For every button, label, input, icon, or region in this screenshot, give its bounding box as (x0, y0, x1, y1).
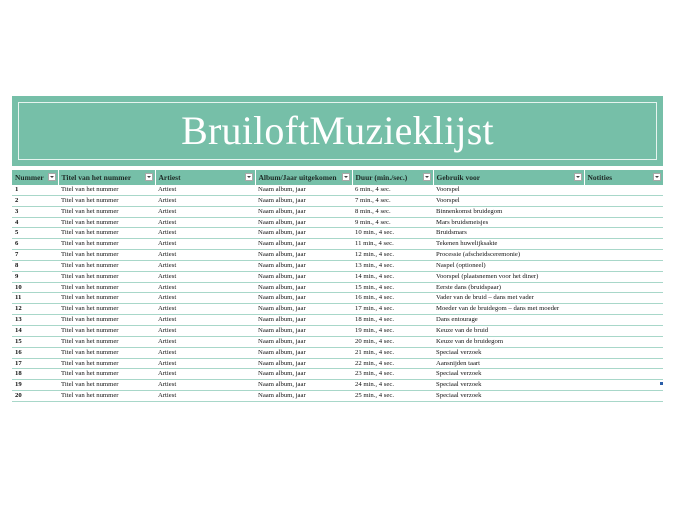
cell-nummer[interactable]: 7 (12, 250, 58, 261)
cell-titel[interactable]: Titel van het nummer (58, 347, 155, 358)
cell-album[interactable]: Naam album, jaar (255, 282, 352, 293)
title-banner (12, 96, 663, 166)
cell-album[interactable]: Naam album, jaar (255, 293, 352, 304)
cell-gebruik[interactable]: Bruidsmars (433, 228, 584, 239)
cell-titel[interactable]: Titel van het nummer (58, 282, 155, 293)
cell-duur[interactable]: 18 min., 4 sec. (352, 315, 433, 326)
cell-artiest[interactable]: Artiest (155, 380, 255, 391)
cell-notities[interactable] (584, 185, 663, 195)
cell-nummer[interactable]: 4 (12, 217, 58, 228)
cell-nummer[interactable]: 20 (12, 391, 58, 402)
column-header-label: Nummer (15, 173, 44, 182)
cell-album[interactable]: Naam album, jaar (255, 228, 352, 239)
column-header-label: Gebruik voor (436, 173, 481, 182)
cell-artiest[interactable]: Artiest (155, 369, 255, 380)
cell-nummer[interactable]: 17 (12, 358, 58, 369)
cell-artiest[interactable]: Artiest (155, 206, 255, 217)
cell-notities[interactable] (584, 336, 663, 347)
cell-artiest[interactable]: Artiest (155, 282, 255, 293)
cell-album[interactable]: Naam album, jaar (255, 206, 352, 217)
cell-duur[interactable]: 6 min., 4 sec. (352, 185, 433, 195)
cell-titel[interactable]: Titel van het nummer (58, 325, 155, 336)
cell-nummer[interactable]: 11 (12, 293, 58, 304)
cell-titel[interactable]: Titel van het nummer (58, 358, 155, 369)
filter-dropdown-icon[interactable] (574, 173, 582, 181)
cell-duur[interactable]: 16 min., 4 sec. (352, 293, 433, 304)
cell-artiest[interactable]: Artiest (155, 250, 255, 261)
cell-notities[interactable] (584, 282, 663, 293)
cell-album[interactable]: Naam album, jaar (255, 315, 352, 326)
cell-artiest[interactable]: Artiest (155, 315, 255, 326)
cell-gebruik[interactable]: Aansnijden taart (433, 358, 584, 369)
cell-gebruik[interactable]: Speciaal verzoek (433, 391, 584, 402)
cell-album[interactable]: Naam album, jaar (255, 369, 352, 380)
cell-album[interactable]: Naam album, jaar (255, 358, 352, 369)
cell-nummer[interactable]: 13 (12, 315, 58, 326)
table-row (12, 239, 663, 250)
cell-duur[interactable]: 15 min., 4 sec. (352, 282, 433, 293)
cell-artiest[interactable]: Artiest (155, 293, 255, 304)
cell-album[interactable]: Naam album, jaar (255, 325, 352, 336)
column-header-label: Titel van het nummer (61, 173, 132, 182)
cell-gebruik[interactable]: Speciaal verzoek (433, 380, 584, 391)
column-header-label: Album/Jaar uitgekomen (258, 173, 337, 182)
page-title[interactable]: BruiloftMuzieklijst (181, 108, 494, 153)
cell-titel[interactable]: Titel van het nummer (58, 391, 155, 402)
column-header-label: Notities (587, 173, 613, 182)
cell-duur[interactable]: 11 min., 4 sec. (352, 239, 433, 250)
table-row (12, 293, 663, 304)
table-row (12, 380, 663, 391)
cell-gebruik[interactable]: Keuze van de bruidegom (433, 336, 584, 347)
cell-duur[interactable]: 22 min., 4 sec. (352, 358, 433, 369)
cell-artiest[interactable]: Artiest (155, 304, 255, 315)
cell-titel[interactable]: Titel van het nummer (58, 260, 155, 271)
table-row (12, 369, 663, 380)
cell-titel[interactable]: Titel van het nummer (58, 304, 155, 315)
table-row (12, 282, 663, 293)
cell-notities[interactable] (584, 347, 663, 358)
cell-titel[interactable]: Titel van het nummer (58, 369, 155, 380)
cell-notities[interactable] (584, 217, 663, 228)
filter-dropdown-icon[interactable] (342, 173, 350, 181)
table-row (12, 206, 663, 217)
cell-artiest[interactable]: Artiest (155, 271, 255, 282)
table-row (12, 347, 663, 358)
cell-gebruik[interactable]: Speciaal verzoek (433, 347, 584, 358)
cell-gebruik[interactable]: Processie (afscheidsceremonie) (433, 250, 584, 261)
table-row (12, 250, 663, 261)
cell-duur[interactable]: 7 min., 4 sec. (352, 195, 433, 206)
cell-notities[interactable] (584, 304, 663, 315)
filter-dropdown-icon[interactable] (48, 173, 56, 181)
cell-artiest[interactable]: Artiest (155, 336, 255, 347)
cell-duur[interactable]: 8 min., 4 sec. (352, 206, 433, 217)
cell-titel[interactable]: Titel van het nummer (58, 185, 155, 195)
cell-gebruik[interactable]: Tekenen huwelijksakte (433, 239, 584, 250)
table-row (12, 358, 663, 369)
table-row (12, 217, 663, 228)
cell-nummer[interactable]: 12 (12, 304, 58, 315)
cell-duur[interactable]: 17 min., 4 sec. (352, 304, 433, 315)
table-row (12, 260, 663, 271)
cell-artiest[interactable]: Artiest (155, 358, 255, 369)
cell-notities[interactable] (584, 380, 663, 391)
filter-dropdown-icon[interactable] (145, 173, 153, 181)
table-row (12, 391, 663, 402)
cell-duur[interactable]: 24 min., 4 sec. (352, 380, 433, 391)
cell-titel[interactable]: Titel van het nummer (58, 228, 155, 239)
cell-artiest[interactable]: Artiest (155, 391, 255, 402)
cell-titel[interactable]: Titel van het nummer (58, 250, 155, 261)
cell-gebruik[interactable]: Voorspel (433, 195, 584, 206)
column-header-artiest (155, 170, 255, 185)
cell-gebruik[interactable]: Moeder van de bruidegom – dans met moeder (433, 304, 584, 315)
cell-nummer[interactable]: 2 (12, 195, 58, 206)
cell-gebruik[interactable]: Naspel (optioneel) (433, 260, 584, 271)
cell-album[interactable]: Naam album, jaar (255, 391, 352, 402)
cell-nummer[interactable]: 5 (12, 228, 58, 239)
cell-notities[interactable] (584, 260, 663, 271)
cell-notities[interactable] (584, 293, 663, 304)
cell-gebruik[interactable]: Dans entourage (433, 315, 584, 326)
cell-artiest[interactable]: Artiest (155, 239, 255, 250)
cell-artiest[interactable]: Artiest (155, 195, 255, 206)
cell-nummer[interactable]: 1 (12, 185, 58, 195)
music-table (12, 170, 663, 402)
cell-album[interactable]: Naam album, jaar (255, 304, 352, 315)
column-header-label: Duur (min./sec.) (355, 173, 408, 182)
cell-notities[interactable] (584, 195, 663, 206)
cell-artiest[interactable]: Artiest (155, 347, 255, 358)
filter-dropdown-icon[interactable] (653, 173, 661, 181)
cell-titel[interactable]: Titel van het nummer (58, 217, 155, 228)
cell-notities[interactable] (584, 358, 663, 369)
cell-gebruik[interactable]: Speciaal verzoek (433, 369, 584, 380)
cell-titel[interactable]: Titel van het nummer (58, 271, 155, 282)
table-row (12, 336, 663, 347)
filter-dropdown-icon[interactable] (245, 173, 253, 181)
cell-duur[interactable]: 21 min., 4 sec. (352, 347, 433, 358)
cell-album[interactable]: Naam album, jaar (255, 239, 352, 250)
cell-notities[interactable] (584, 325, 663, 336)
cell-nummer[interactable]: 14 (12, 325, 58, 336)
cell-notities[interactable] (584, 369, 663, 380)
cell-artiest[interactable]: Artiest (155, 185, 255, 195)
filter-dropdown-icon[interactable] (423, 173, 431, 181)
cell-duur[interactable]: 10 min., 4 sec. (352, 228, 433, 239)
cell-titel[interactable]: Titel van het nummer (58, 239, 155, 250)
cell-duur[interactable]: 14 min., 4 sec. (352, 271, 433, 282)
cell-notities[interactable] (584, 239, 663, 250)
table-row (12, 325, 663, 336)
cell-nummer[interactable]: 3 (12, 206, 58, 217)
cell-gebruik[interactable]: Mars bruidsmeisjes (433, 217, 584, 228)
column-header-nummer (12, 170, 58, 185)
cell-gebruik[interactable]: Vader van de bruid – dans met vader (433, 293, 584, 304)
cell-duur[interactable]: 13 min., 4 sec. (352, 260, 433, 271)
table-row (12, 304, 663, 315)
cell-album[interactable]: Naam album, jaar (255, 271, 352, 282)
cell-gebruik[interactable]: Keuze van de bruid (433, 325, 584, 336)
cell-titel[interactable]: Titel van het nummer (58, 336, 155, 347)
table-row (12, 185, 663, 195)
cell-gebruik[interactable]: Eerste dans (bruidspaar) (433, 282, 584, 293)
cell-album[interactable]: Naam album, jaar (255, 260, 352, 271)
cell-nummer[interactable]: 10 (12, 282, 58, 293)
cell-album[interactable]: Naam album, jaar (255, 336, 352, 347)
table-body (12, 185, 663, 401)
cell-titel[interactable]: Titel van het nummer (58, 315, 155, 326)
cell-nummer[interactable]: 19 (12, 380, 58, 391)
cell-artiest[interactable]: Artiest (155, 260, 255, 271)
cell-duur[interactable]: 19 min., 4 sec. (352, 325, 433, 336)
cell-notities[interactable] (584, 250, 663, 261)
table-row (12, 195, 663, 206)
cell-notities[interactable] (584, 206, 663, 217)
cell-gebruik[interactable]: Voorspel (433, 185, 584, 195)
cell-nummer[interactable]: 9 (12, 271, 58, 282)
cell-album[interactable]: Naam album, jaar (255, 195, 352, 206)
cell-duur[interactable]: 20 min., 4 sec. (352, 336, 433, 347)
cell-titel[interactable]: Titel van het nummer (58, 195, 155, 206)
cell-notities[interactable] (584, 228, 663, 239)
cell-artiest[interactable]: Artiest (155, 325, 255, 336)
cell-duur[interactable]: 23 min., 4 sec. (352, 369, 433, 380)
column-header-label: Artiest (158, 173, 181, 182)
cell-album[interactable]: Naam album, jaar (255, 185, 352, 195)
cell-nummer[interactable]: 6 (12, 239, 58, 250)
cell-duur[interactable]: 12 min., 4 sec. (352, 250, 433, 261)
cell-titel[interactable]: Titel van het nummer (58, 380, 155, 391)
cell-artiest[interactable]: Artiest (155, 217, 255, 228)
column-header-duur (352, 170, 433, 185)
cell-titel[interactable]: Titel van het nummer (58, 293, 155, 304)
table-header-row (12, 170, 663, 185)
spreadsheet-sheet (12, 96, 663, 416)
cell-titel[interactable]: Titel van het nummer (58, 206, 155, 217)
cell-album[interactable]: Naam album, jaar (255, 250, 352, 261)
table-resize-handle[interactable] (660, 382, 663, 385)
cell-notities[interactable] (584, 391, 663, 402)
cell-notities[interactable] (584, 315, 663, 326)
cell-nummer[interactable]: 15 (12, 336, 58, 347)
cell-notities[interactable] (584, 271, 663, 282)
cell-duur[interactable]: 25 min., 4 sec. (352, 391, 433, 402)
column-header-titel (58, 170, 155, 185)
cell-album[interactable]: Naam album, jaar (255, 217, 352, 228)
column-header-gebruik (433, 170, 584, 185)
cell-album[interactable]: Naam album, jaar (255, 347, 352, 358)
cell-nummer[interactable]: 16 (12, 347, 58, 358)
cell-artiest[interactable]: Artiest (155, 228, 255, 239)
column-header-notities (584, 170, 663, 185)
cell-nummer[interactable]: 8 (12, 260, 58, 271)
cell-duur[interactable]: 9 min., 4 sec. (352, 217, 433, 228)
column-header-album (255, 170, 352, 185)
cell-gebruik[interactable]: Voorspel (plaatsnemen voor het diner) (433, 271, 584, 282)
table-row (12, 228, 663, 239)
cell-gebruik[interactable]: Binnenkomst bruidegom (433, 206, 584, 217)
table-row (12, 271, 663, 282)
cell-album[interactable]: Naam album, jaar (255, 380, 352, 391)
table-row (12, 315, 663, 326)
cell-nummer[interactable]: 18 (12, 369, 58, 380)
